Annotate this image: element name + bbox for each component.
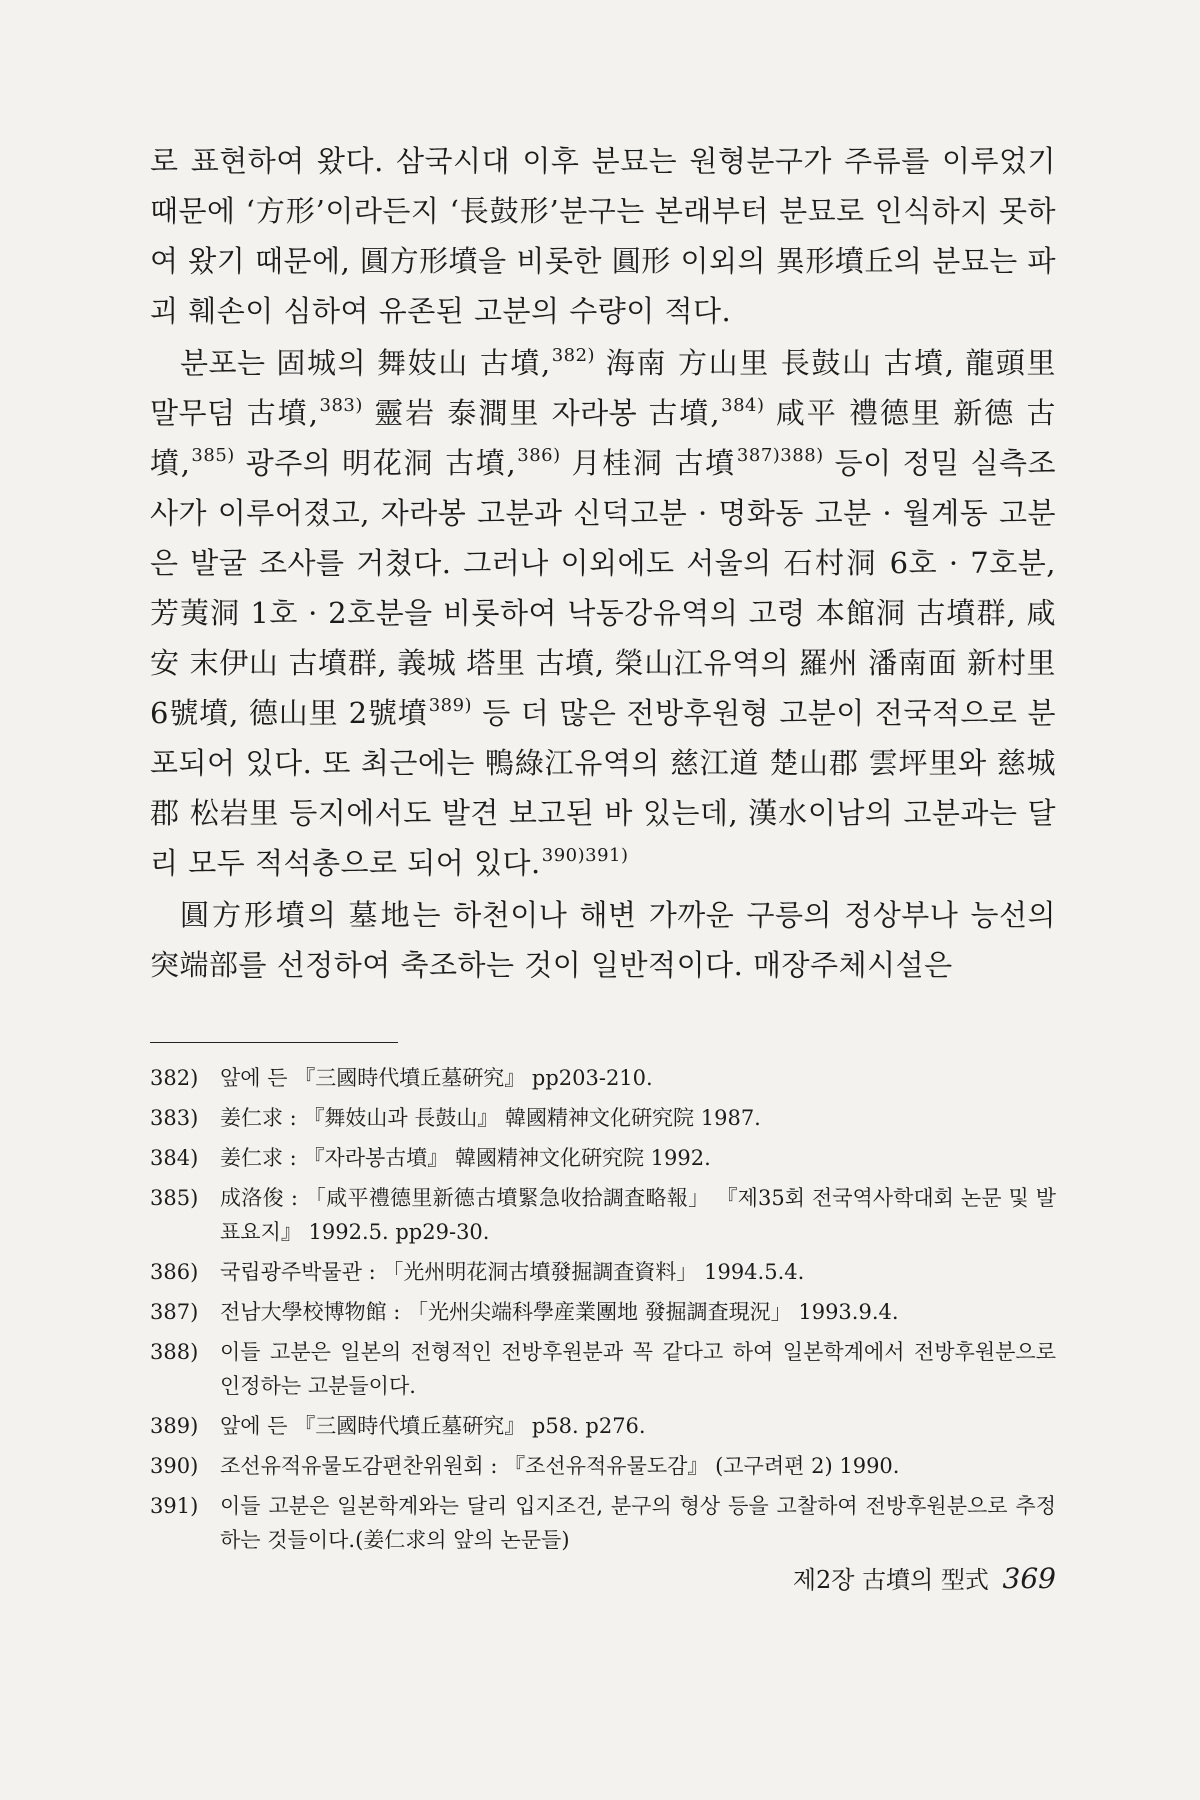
footnote-ref: 387)388) bbox=[736, 445, 824, 466]
chapter-title: 제2장 古墳의 型式 bbox=[792, 1566, 989, 1594]
paragraph-text: 로 표현하여 왔다. 삼국시대 이후 분묘는 원형분구가 주류를 이루었기 때문에 ‘方形’이라든지 ‘長鼓形’분구는 본래부터 분묘로 인식하지 못하여 왔기 때문에, 圓方形墳을 비롯한 圓形 이외의 異形墳丘의 분묘는 파괴 훼손이 심하여 유존된 고분의 수량이 적다. bbox=[150, 144, 1056, 328]
footnote-text: 이들 고분은 일본의 전형적인 전방후원분과 꼭 같다고 하여 일본학계에서 전방후원분으로 인정하는 고분들이다. bbox=[220, 1340, 1056, 1398]
footnote bbox=[150, 1409, 1056, 1443]
footnote-number: 387) bbox=[150, 1300, 199, 1324]
footnotes bbox=[150, 1061, 1056, 1557]
page-number: 369 bbox=[1002, 1562, 1056, 1595]
footnote-text: 成洛俊 : 「咸平禮德里新德古墳緊急收拾調査略報」 『제35회 전국역사학대회 논문 및 발표요지』 1992.5. pp29-30. bbox=[220, 1186, 1056, 1244]
footnote bbox=[150, 1295, 1056, 1329]
footnote bbox=[150, 1449, 1056, 1483]
footnote bbox=[150, 1335, 1056, 1403]
paragraph bbox=[150, 338, 1056, 888]
footnote-text: 조선유적유물도감편찬위원회 : 『조선유적유물도감』 (고구려편 2) 1990. bbox=[220, 1454, 900, 1478]
paragraph-text: 月桂洞 古墳 bbox=[560, 446, 736, 480]
footnote-number: 391) bbox=[150, 1494, 199, 1518]
footnote-number: 389) bbox=[150, 1414, 199, 1438]
paragraph-text: 靈岩 泰澗里 자라봉 古墳, bbox=[362, 396, 721, 430]
footnote-number: 388) bbox=[150, 1340, 199, 1364]
paragraph bbox=[150, 136, 1056, 336]
paragraph-text: 광주의 明花洞 古墳, bbox=[234, 446, 517, 480]
paragraph-text: 咸平 禮德里 新德 古墳, bbox=[150, 396, 1057, 480]
footnote bbox=[150, 1255, 1056, 1289]
footnote-number: 385) bbox=[150, 1186, 199, 1210]
footnote-number: 382) bbox=[150, 1066, 199, 1090]
footnote bbox=[150, 1181, 1056, 1249]
running-footer bbox=[793, 1560, 1056, 1595]
paragraph-text: 분포는 固城의 舞妓山 古墳, bbox=[180, 346, 551, 380]
footnote bbox=[150, 1489, 1056, 1557]
footnote bbox=[150, 1101, 1056, 1135]
footnote-ref: 384) bbox=[721, 395, 765, 416]
paragraph-text: 등이 정밀 실측조사가 이루어졌고, 자라봉 고분과 신덕고분 · 명화동 고분 · 월계동 고분은 발굴 조사를 거쳤다. 그러나 이외에도 서울의 石村洞 6호 · 7호분, 芳荑洞 1호 · 2호분을 비롯하여 낙동강유역의 고령 本館洞 古墳群, 咸安 末伊山 古墳群, 義城 塔里 古墳, 榮山江유역의 羅州 潘南面 新村里 6號墳, 德山里 2號墳 bbox=[150, 446, 1057, 730]
footnote-number: 390) bbox=[150, 1454, 199, 1478]
body-text bbox=[150, 136, 1056, 990]
footnote-text: 이들 고분은 일본학계와는 달리 입지조건, 분구의 형상 등을 고찰하여 전방후원분으로 추정하는 것들이다.(姜仁求의 앞의 논문들) bbox=[220, 1494, 1056, 1552]
footnote-rule bbox=[150, 1042, 398, 1043]
paragraph-text: 海南 方山里 長鼓山 古墳, 龍頭里 말무덤 古墳, bbox=[150, 346, 1057, 430]
footnote-text: 국립광주박물관 : 「光州明花洞古墳發掘調査資料」 1994.5.4. bbox=[220, 1260, 805, 1284]
paragraph-text: 圓方形墳의 墓地는 하천이나 해변 가까운 구릉의 정상부나 능선의 突端部를 선정하여 축조하는 것이 일반적이다. 매장주체시설은 bbox=[150, 898, 1056, 982]
footnote-text: 앞에 든 『三國時代墳丘墓硏究』 pp203-210. bbox=[220, 1066, 653, 1090]
page-content bbox=[150, 136, 1056, 1563]
footnote-number: 383) bbox=[150, 1106, 199, 1130]
footnote-ref: 382) bbox=[551, 345, 596, 366]
footnote-ref: 390)391) bbox=[541, 845, 629, 866]
paragraph-text: 등 더 많은 전방후원형 고분이 전국적으로 분포되어 있다. 또 최근에는 鴨綠江유역의 慈江道 楚山郡 雲坪里와 慈城郡 松岩里 등지에서도 발견 보고된 바 있는데, 漢水이남의 고분과는 달리 모두 적석총으로 되어 있다. bbox=[150, 696, 1057, 880]
footnote-text: 전남大學校博物館 : 「光州尖端科學産業團地 發掘調査現況」 1993.9.4. bbox=[220, 1300, 899, 1324]
footnote-text: 앞에 든 『三國時代墳丘墓硏究』 p58. p276. bbox=[220, 1414, 646, 1438]
footnote-text: 姜仁求 : 『舞妓山과 長鼓山』 韓國精神文化硏究院 1987. bbox=[220, 1106, 761, 1130]
footnote bbox=[150, 1141, 1056, 1175]
footnote-ref: 385) bbox=[191, 445, 235, 466]
footnote-text: 姜仁求 : 『자라봉古墳』 韓國精神文化硏究院 1992. bbox=[220, 1146, 711, 1170]
footnote-ref: 386) bbox=[517, 445, 561, 466]
footnote-ref: 389) bbox=[428, 695, 473, 716]
footnote bbox=[150, 1061, 1056, 1095]
paragraph bbox=[150, 890, 1056, 990]
footnote-ref: 383) bbox=[319, 395, 363, 416]
footnote-number: 384) bbox=[150, 1146, 199, 1170]
footnote-number: 386) bbox=[150, 1260, 199, 1284]
